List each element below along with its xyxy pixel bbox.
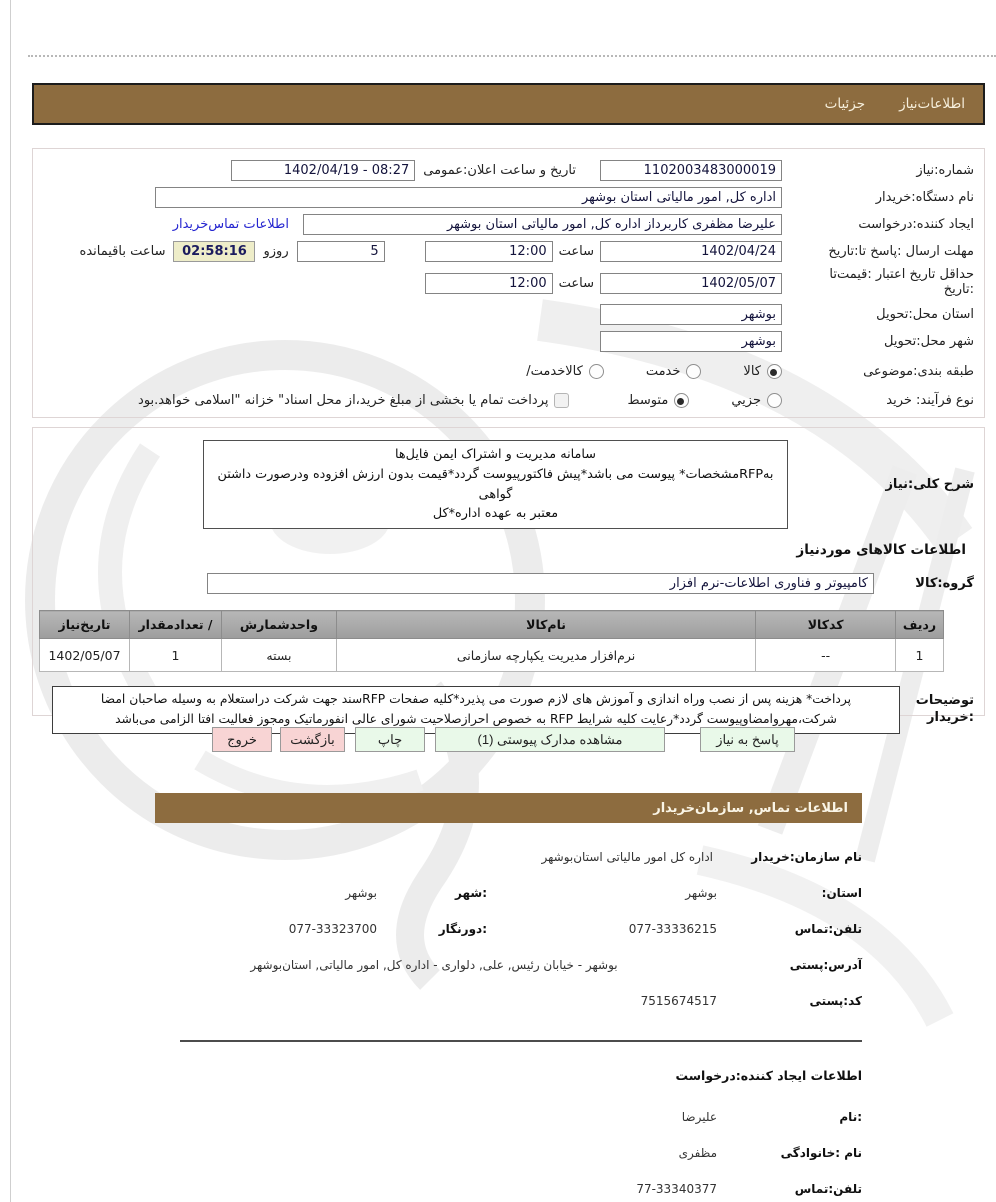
radio-service-icon[interactable] [686, 364, 701, 379]
validity-time-label: ساعت [558, 275, 594, 291]
goods-group-label: گروه:کالا [915, 576, 974, 592]
row-postal-code [134, 987, 862, 1014]
announce-datetime-field[interactable]: 08:27 - 1402/04/19 [231, 160, 415, 181]
row-first-name [134, 1103, 862, 1130]
buyer-org-label: نام دستگاه:خریدار [875, 190, 974, 205]
category-label: طبقه بندی:موضوعی [863, 364, 974, 379]
announce-label: تاریخ و ساعت اعلان:عمومی [423, 163, 576, 178]
category-option-both[interactable] [526, 364, 604, 379]
back-button[interactable]: بازگشت [280, 727, 345, 752]
process-option-medium[interactable] [627, 393, 689, 408]
radio-goods-icon[interactable] [767, 364, 782, 379]
top-dotted-separator [28, 55, 996, 57]
tab-need-info[interactable]: اطلاعات‌نیاز [899, 96, 965, 112]
deadline-days-field[interactable]: 5 [297, 241, 385, 262]
first-name-value: علیرضا [681, 1109, 717, 1124]
buyer-notes-line1: پرداخت* هزینه پس از نصب وراه اندازی و آموزش های لازم صورت می پذیرد*کلیه صفحات RFPسند جهت شرکت دراستعلام به وسیله صاحبان امضا [100, 692, 852, 707]
row-process-type [41, 388, 974, 413]
row-creator [41, 212, 974, 237]
buyer-contact-section [134, 793, 862, 1202]
contact-phone-label: تلفن:تماس [794, 921, 862, 936]
need-description-row [41, 440, 974, 529]
row-delivery-province [41, 302, 974, 327]
row-buyer-org [41, 185, 974, 210]
contact-fax-label: :دورنگار [438, 921, 487, 936]
col-need-date: تاریخ‌نیاز [40, 611, 130, 639]
cell-need-date: 1402/05/07 [40, 639, 130, 672]
validity-label [782, 268, 974, 298]
exit-button[interactable]: خروج [212, 727, 272, 752]
table-row [40, 639, 944, 672]
col-item-name: نام‌کالا [336, 611, 755, 639]
last-name-label: نام :خانوادگی [780, 1145, 862, 1160]
org-name-value: اداره کل امور مالیاتی استان‌بوشهر [541, 849, 713, 864]
need-description-line2: به‌RFPمشخصات* پیوست می باشد*پیش فاکتورپیوست گردد*قیمت بدون ارزش افزوده ودرصورت داشتن گواهی [217, 466, 774, 502]
buyer-notes-line2: شرکت،مهروامضاوپیوست گردد*رعایت کلیه شرایط RFP به خصوص احرازصلاحیت شورای عالی انفورماتیک ومجوز فعالیت افتا الزامی می‌باشد [115, 711, 837, 726]
cell-row-number: 1 [896, 639, 944, 672]
countdown-timer: 02:58:16 [173, 241, 255, 262]
deadline-time-label: ساعت [558, 244, 594, 259]
row-phone-fax [134, 915, 862, 942]
contact-section-bar: اطلاعات تماس, سازمان‌خریدار [155, 793, 862, 823]
row-validity [41, 266, 974, 300]
deadline-label: مهلت ارسال :پاسخ تا:تاریخ [828, 244, 974, 259]
need-details-panel [32, 427, 985, 726]
remaining-hours-label: ساعت باقیمانده [79, 244, 166, 259]
buyer-notes-label-line2: :خریدار [927, 709, 974, 725]
deadline-time-field[interactable]: 12:00 [425, 241, 553, 262]
left-border-line [10, 0, 11, 1202]
top-tab-bar [32, 83, 985, 125]
validity-date-field[interactable]: 1402/05/07 [600, 273, 782, 294]
cell-quantity: 1 [130, 639, 222, 672]
section-divider [180, 1040, 862, 1042]
radio-goods-label: کالا [743, 364, 761, 379]
cell-item-code: -- [756, 639, 896, 672]
first-name-label: :نام [839, 1109, 862, 1124]
treasury-checkbox-group[interactable] [138, 393, 569, 408]
need-description-box[interactable] [203, 440, 788, 529]
col-item-code: کدکالا [756, 611, 896, 639]
row-province-city [134, 879, 862, 906]
row-delivery-city [41, 329, 974, 354]
need-description-label: شرح کلی:نیاز [885, 477, 974, 493]
need-description-line3: معتبر به عهده اداره*کل [432, 506, 559, 522]
radio-partial-icon[interactable] [767, 393, 782, 408]
row-org-name [134, 843, 862, 870]
creator-phone-label: تلفن:تماس [794, 1181, 862, 1196]
contact-city-value: بوشهر [345, 885, 377, 900]
row-category [41, 359, 974, 384]
validity-label-line1: حداقل تاریخ اعتبار :قیمت‌تا [829, 267, 974, 283]
delivery-city-label: شهر محل:تحویل [884, 334, 974, 349]
row-creator-phone [134, 1175, 862, 1202]
contact-address-label: آدرس:پستی [789, 957, 862, 972]
buyer-contact-link[interactable]: اطلاعات تماس‌خریدار [172, 217, 289, 232]
items-heading: اطلاعات کالاهای موردنیاز [796, 542, 966, 559]
treasury-checkbox-label: پرداخت تمام یا بخشی از مبلغ خرید،از محل اسناد" خزانه "اسلامی خواهد.بود [138, 393, 549, 408]
row-deadline [41, 239, 974, 264]
contact-phone-value: 077-33336215 [628, 921, 717, 936]
col-count-unit: واحدشمارش [221, 611, 336, 639]
radio-both-label: کالاخدمت/ [526, 364, 583, 379]
deadline-days-label: روزو [263, 244, 289, 259]
contact-address-value: بوشهر - خیابان رئیس, علی, دلواری - اداره کل, امور مالیاتی, استان‌بوشهر [250, 957, 618, 972]
cell-item-name: نرم‌افزار مدیریت یکپارچه سازمانی [336, 639, 755, 672]
radio-service-label: خدمت [645, 364, 681, 379]
validity-time-field[interactable]: 12:00 [425, 273, 553, 294]
need-number-field[interactable]: 1102003483000019 [600, 160, 782, 181]
goods-group-field[interactable]: کامپیوتر و فناوری اطلاعات-نرم افزار [207, 573, 874, 594]
org-name-label: نام سازمان:خریدار [751, 849, 862, 864]
row-address [134, 951, 862, 978]
creator-phone-value: 77-33340377 [636, 1181, 717, 1196]
buyer-notes-label-line1: توضیحات [915, 693, 974, 709]
process-type-label: نوع فرآیند: خرید [886, 393, 974, 408]
action-buttons-row [212, 727, 795, 752]
category-option-service[interactable] [646, 364, 702, 379]
general-info-panel [32, 148, 985, 418]
buyer-notes-label [900, 693, 974, 727]
row-last-name [134, 1139, 862, 1166]
items-table-header-row [40, 611, 944, 639]
creator-label: ایجاد کننده:درخواست [858, 217, 974, 232]
treasury-checkbox-icon[interactable] [554, 393, 569, 408]
row-need-number [41, 158, 974, 183]
items-table [39, 610, 944, 672]
contact-city-label: :شهر [455, 885, 487, 900]
tab-details[interactable]: جزئیات [824, 96, 866, 112]
postal-code-value: 7515674517 [640, 993, 717, 1008]
cell-count-unit: بسته [221, 639, 336, 672]
contact-province-label: استان: [821, 885, 862, 900]
creator-info-heading: اطلاعات ایجاد کننده:درخواست [675, 1068, 862, 1083]
delivery-city-field[interactable]: بوشهر [600, 331, 782, 352]
creator-field[interactable]: علیرضا مظفری کاربرداز اداره کل, امور مالیاتی استان بوشهر [303, 214, 782, 235]
reply-to-need-button[interactable]: پاسخ به نیاز [700, 727, 795, 752]
radio-partial-label: جزیي [731, 393, 761, 408]
need-description-line1: سامانه مدیریت و اشتراک ایمن فایل‌ها [394, 447, 597, 462]
col-row-number: ردیف [896, 611, 944, 639]
validity-label-line2: :تاریخ [943, 282, 974, 297]
print-button[interactable]: چاپ [355, 727, 425, 752]
radio-medium-icon[interactable] [674, 393, 689, 408]
postal-code-label: کد:پستی [809, 993, 862, 1008]
process-option-partial[interactable] [731, 393, 782, 408]
contact-province-value: بوشهر [685, 885, 717, 900]
radio-medium-label: متوسط [627, 393, 669, 408]
col-quantity: / تعدادمقدار [130, 611, 222, 639]
view-attachments-button[interactable]: مشاهده مدارک پیوستی (1) [435, 727, 665, 752]
deadline-date-field[interactable]: 1402/04/24 [600, 241, 782, 262]
radio-both-icon[interactable] [589, 364, 604, 379]
need-number-label: شماره:نیاز [916, 163, 974, 178]
buyer-org-field[interactable]: اداره کل, امور مالیاتی استان بوشهر [155, 187, 782, 208]
goods-group-row [41, 573, 974, 594]
delivery-province-field[interactable]: بوشهر [600, 304, 782, 325]
contact-fax-value: 077-33323700 [288, 921, 377, 936]
category-option-goods[interactable] [743, 364, 782, 379]
last-name-value: مظفری [678, 1145, 717, 1160]
delivery-province-label: استان محل:تحویل [876, 307, 974, 322]
